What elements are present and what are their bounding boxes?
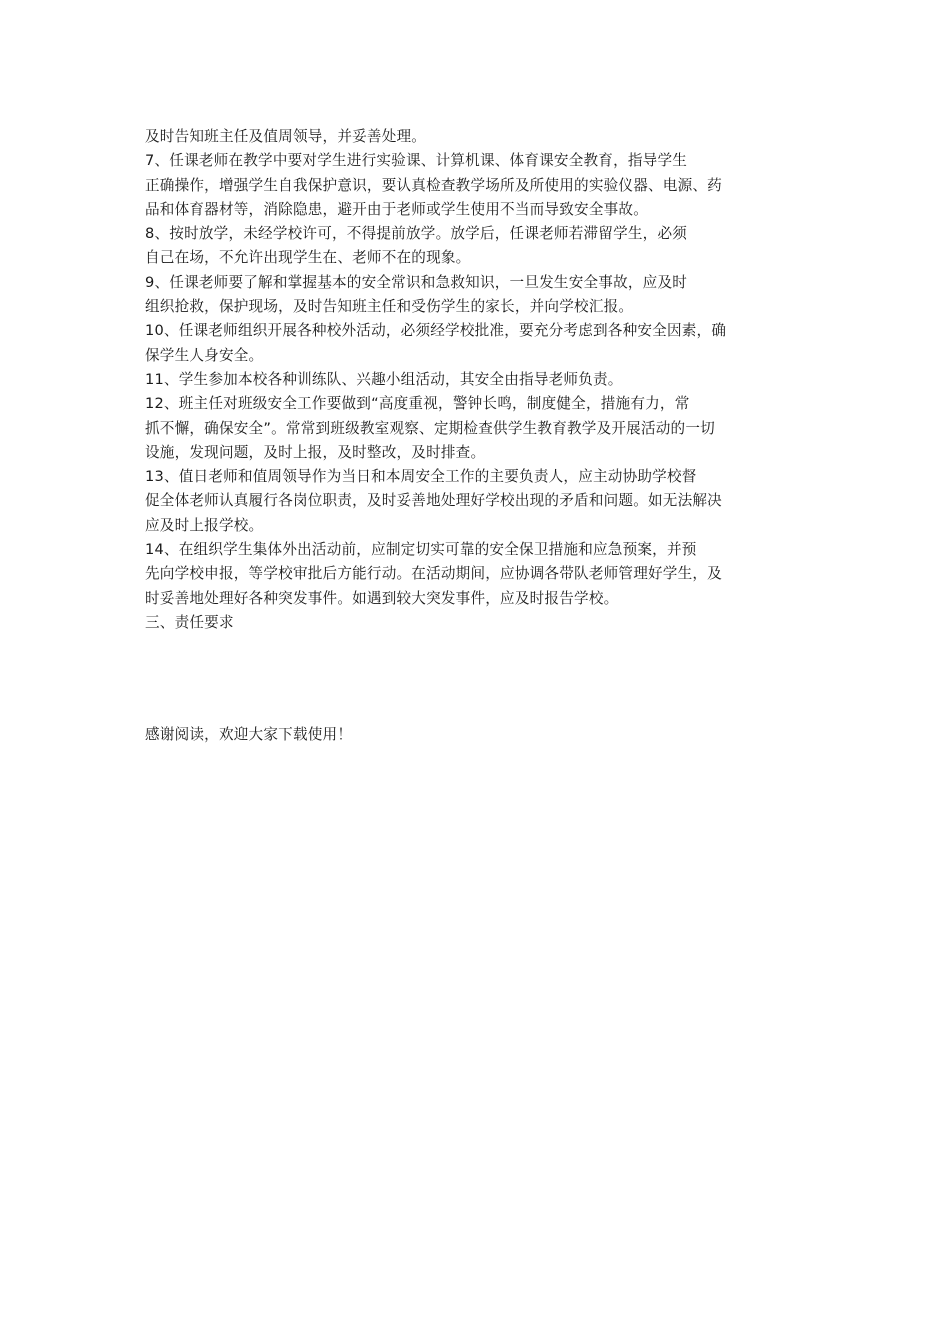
- text-line: 正确操作，增强学生自我保护意识，要认真检查教学场所及所使用的实验仪器、电源、药: [145, 176, 722, 194]
- text-line: 抓不懈，确保安全”。常常到班级教室观察、定期检查供学生教育教学及开展活动的一切: [145, 419, 715, 437]
- text-line: 8、按时放学，未经学校许可，不得提前放学。放学后，任课老师若滞留学生，必须: [145, 225, 688, 243]
- section-heading: 三、责任要求: [145, 613, 234, 631]
- text-line: 品和体育器材等，消除隐患，避开由于老师或学生使用不当而导致安全事故。: [145, 200, 648, 218]
- text-line: 自己在场，不允许出现学生在、老师不在的现象。: [145, 249, 471, 267]
- text-line: 11、学生参加本校各种训练队、兴趣小组活动，其安全由指导老师负责。: [145, 370, 623, 388]
- text-line: 应及时上报学校。: [145, 516, 264, 534]
- text-line: 先向学校申报，等学校审批后方能行动。在活动期间，应协调各带队老师管理好学生，及: [145, 565, 722, 583]
- text-line: 及时告知班主任及值周领导，并妥善处理。: [145, 128, 427, 145]
- document-body: [145, 125, 810, 635]
- text-line: 7、任课老师在教学中要对学生进行实验课、计算机课、体育课安全教育，指导学生: [145, 152, 688, 170]
- text-line: 9、任课老师要了解和掌握基本的安全常识和急救知识，一旦发生安全事故，应及时: [145, 273, 688, 291]
- text-line: 保学生人身安全。: [145, 346, 264, 364]
- text-line: 设施，发现问题，及时上报，及时整改，及时排查。: [145, 443, 486, 461]
- text-line: 10、任课老师组织开展各种校外活动，必须经学校批准，要充分考虑到各种安全因素，确: [145, 322, 727, 340]
- text-line: 14、在组织学生集体外出活动前，应制定切实可靠的安全保卫措施和应急预案，并预: [145, 541, 697, 559]
- closing-note: 感谢阅读，欢迎大家下载使用！: [145, 726, 353, 743]
- text-line: 时妥善地处理好各种突发事件。如遇到较大突发事件，应及时报告学校。: [145, 589, 619, 607]
- text-line: 促全体老师认真履行各岗位职责，及时妥善地处理好学校出现的矛盾和问题。如无法解决: [145, 492, 722, 510]
- text-line: 13、值日老师和值周领导作为当日和本周安全工作的主要负责人，应主动协助学校督: [145, 468, 697, 486]
- text-line: 12、班主任对班级安全工作要做到“高度重视，警钟长鸣，制度健全，措施有力，常: [145, 395, 690, 413]
- text-line: 组织抢救，保护现场，及时告知班主任和受伤学生的家长，并向学校汇报。: [145, 298, 634, 316]
